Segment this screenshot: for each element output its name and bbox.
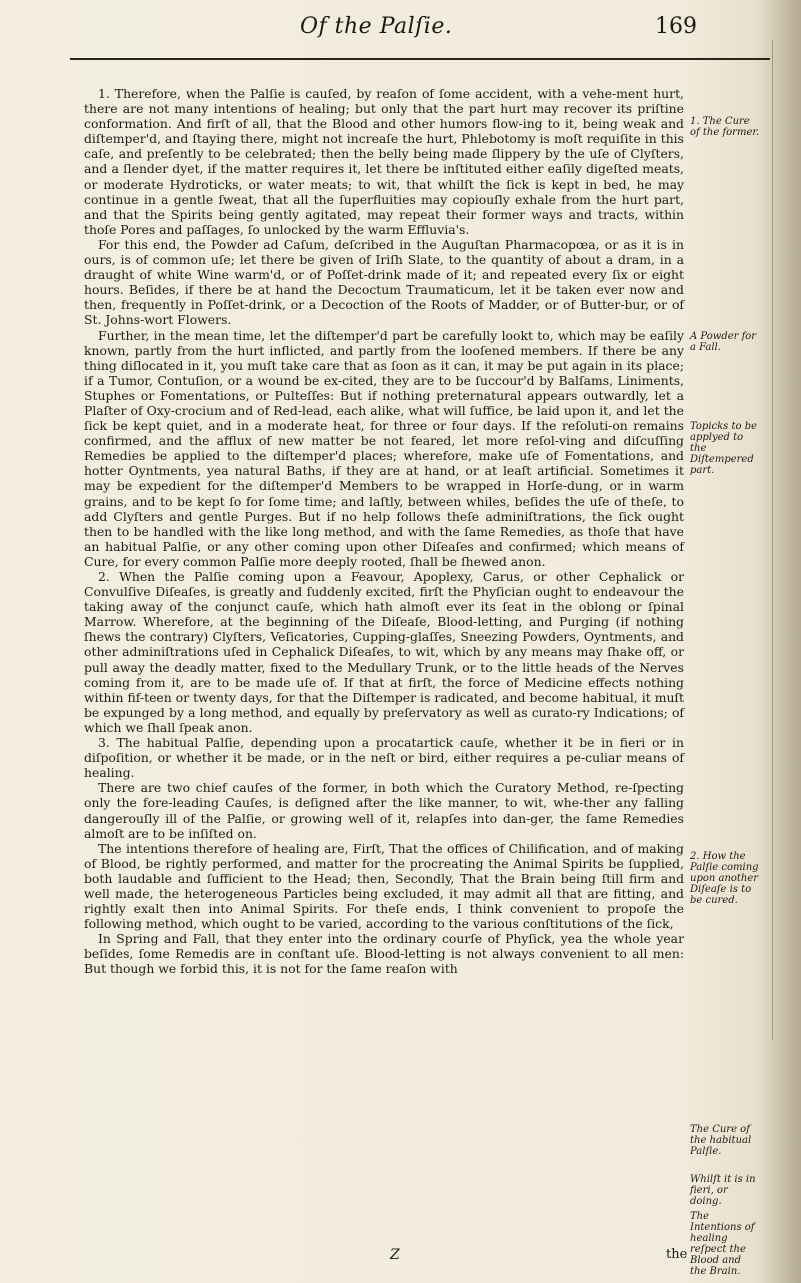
running-title: Of the Palſie. [300, 14, 453, 39]
margin-note-habitual-palsie: The Cure of the habitual Palſie. [690, 1124, 752, 1157]
margin-note-intentions: The Intentions of healing reſpect the Blood and the Brain. [690, 1211, 755, 1277]
paragraph-5: 3. The habitual Palſie, depending upon a procatartick cauſe, whether it be in fieri or in diſpoſition, or whether it be made, or in the neſt or bird, either requires a pe-culiar means of healing. [84, 735, 684, 781]
paragraph-4: 2. When the Palſie coming upon a Feavour, Apoplexy, Carus, or other Cephalick or Convulſive Diſeaſes, is greatly and ſuddenly excited, firſt the Phyſician ought to endeavour the taking away of the conjunct cauſe, which hath almoſt ever its ſeat in the oblong or ſpinal Marrow. Wherefore, at the beginning of the Diſeaſe, Blood-letting, and Purging (if nothing ſhews the contrary) Clyſters, Veſicatories, Cupping-glaſſes, Sneezing Powders, Oyntments, and other adminiſtrations uſed in Cephalick Diſeaſes, to wit, which by any means may ſhake off, or pull away the deadly matter, fixed to the Medullary Trunk, or to the little heads of the Nerves coming from it, are to be made uſe of. If that at firſt, the force of Medicine effects nothing within fif-teen or twenty days, for that the Diſtemper is radicated, and become habitual, it muſt be expunged by a long method, and equally by preſervatory as well as curato-ry Indications; of which we ſhall ſpeak anon. [84, 569, 684, 735]
header-rule [70, 58, 770, 60]
catchword: the [666, 1247, 688, 1262]
margin-note-in-fieri: Whilſt it is in fieri, or doing. [690, 1174, 756, 1207]
paragraph-6: There are two chief cauſes of the former, in both which the Curatory Method, re-ſpecting only the fore-leading Cauſes, is deſigned after the like manner, to wit, whe-ther any falling dangerouſly ill of the Palſie, or growing well of it, relapſes into dan-ger, the ſame Remedies almoſt are to be inſiſted on. [84, 780, 684, 841]
paragraph-3: Further, in the mean time, let the diſtemper'd part be carefully lookt to, which may be eaſily known, partly from the hurt inflicted, and partly from the looſened members. If there be any thing diſlocated in it, you muſt take care that as ſoon as it can, it may be put again in its place; if a Tumor, Contuſion, or a wound be ex-cited, they are to be ſuccour'd by Balſams, Liniments, Stuphes or Fomentations, or Pulteſſes: But if nothing preternatural appears outwardly, let a Plaſter of Oxy-crocium and of Red-lead, each alike, what will ſuffice, be laid upon it, and let the ſick be kept quiet, and in a moderate heat, for three or four days. If the reſoluti-on remains confirmed, and the afflux of new matter be not feared, let more reſol-ving and diſcuſſing Remedies be applied to the diſtemper'd places; wherefore, make uſe of Fomentations, and hotter Oyntments, yea natural Baths, if they are at hand, or at leaſt artificial. Sometimes it may be expedient for the diſtemper'd Members to be wrapped in Horſe-dung, or in warm grains, and to be kept ſo for ſome time; and laſtly, between whiles, beſides the uſe of theſe, to add Clyſters and gentle Purges. But if no help follows theſe adminiſtrations, the ſick ought then to be handled with the like long method, and with the ſame Remedies, as thoſe that have an habitual Palſie, or any other coming upon other Diſeaſes and confirmed; which means of Cure, for every common Palſie more deeply rooted, ſhall be ſhewed anon. [84, 327, 684, 569]
main-text-block [84, 86, 684, 977]
page-number: 169 [655, 14, 697, 39]
paragraph-8: In Spring and Fall, that they enter into the ordinary courſe of Phyſick, yea the whole year beſides, ſome Remedis are in conſtant uſe. Blood-letting is not always convenient to all men: But though we forbid this, it is not for the ſame reaſon with [84, 931, 684, 977]
paragraph-1: 1. Therefore, when the Palſie is cauſed, by reaſon of ſome accident, with a vehe-ment hurt, there are not many intentions of healing; but only that the part hurt may recover its priſtine conformation. And firſt of all, that the Blood and other humors flow-ing to it, being weak and diſtemper'd, and ſtaying there, might not increaſe the hurt, Phlebotomy is moſt requiſite in this caſe, and preſently to be celebrated; then the belly being made ſlippery by the uſe of Clyſters, and a ſlender dyet, if the matter requires it, let there be inſtituted either eaſily digeſted meats, or moderate Hydroticks, or water meats; to wit, that whilſt the ſick is kept in bed, he may continue in a gentle ſweat, that all the ſuperfluities may copiouſly exhale from the hurt part, and that the Spirits being gently agitated, may repeat their former ways and tracts, within thoſe Pores and paſſages, ſo unlocked by the warm Effluvia's. [84, 86, 684, 237]
page-edge-shadow [761, 0, 801, 1283]
paragraph-7: The intentions therefore of healing are, Firſt, That the offices of Chilification, and of making of Blood, be rightly performed, and matter for the procreating the Animal Spirits be ſupplied, both laudable and ſufficient to the Head; then, Secondly, That the Brain being ſtill firm and well made, the heterogeneous Particles being excluded, it may admit all that are fitting, and rightly exalt then into Animal Spirits. For theſe ends, I think convenient to propoſe the following method, which ought to be varied, according to the various conſtitutions of the ſick, [84, 840, 684, 932]
margin-note-cure-former: 1. The Cure of the former. [690, 116, 760, 138]
signature-mark: Z [390, 1247, 400, 1263]
margin-note-powder-fall: A Powder for a Fall. [690, 331, 757, 353]
margin-note-topicks: Topicks to be applyed to the Diſtempered part. [690, 421, 758, 476]
margin-note-palsie-other-disease: 2. How the Palſie coming upon another Diſeaſe is to be cured. [690, 851, 759, 906]
paragraph-2: For this end, the Powder ad Caſum, deſcribed in the Auguſtan Pharmacopœa, or as it is in ours, is of common uſe; let there be given of Iriſh Slate, to the quantity of about a dram, in a draught of white Wine warm'd, or of Poſſet-drink made of it; and repeated every ſix or eight hours. Beſides, if there be at hand the Decoctum Traumaticum, let it be taken ever now and then, frequently in Poſſet-drink, or a Decoction of the Roots of Madder, or of Butter-bur, or of St. Johns-wort Flowers. [84, 236, 684, 328]
running-head [0, 8, 801, 48]
